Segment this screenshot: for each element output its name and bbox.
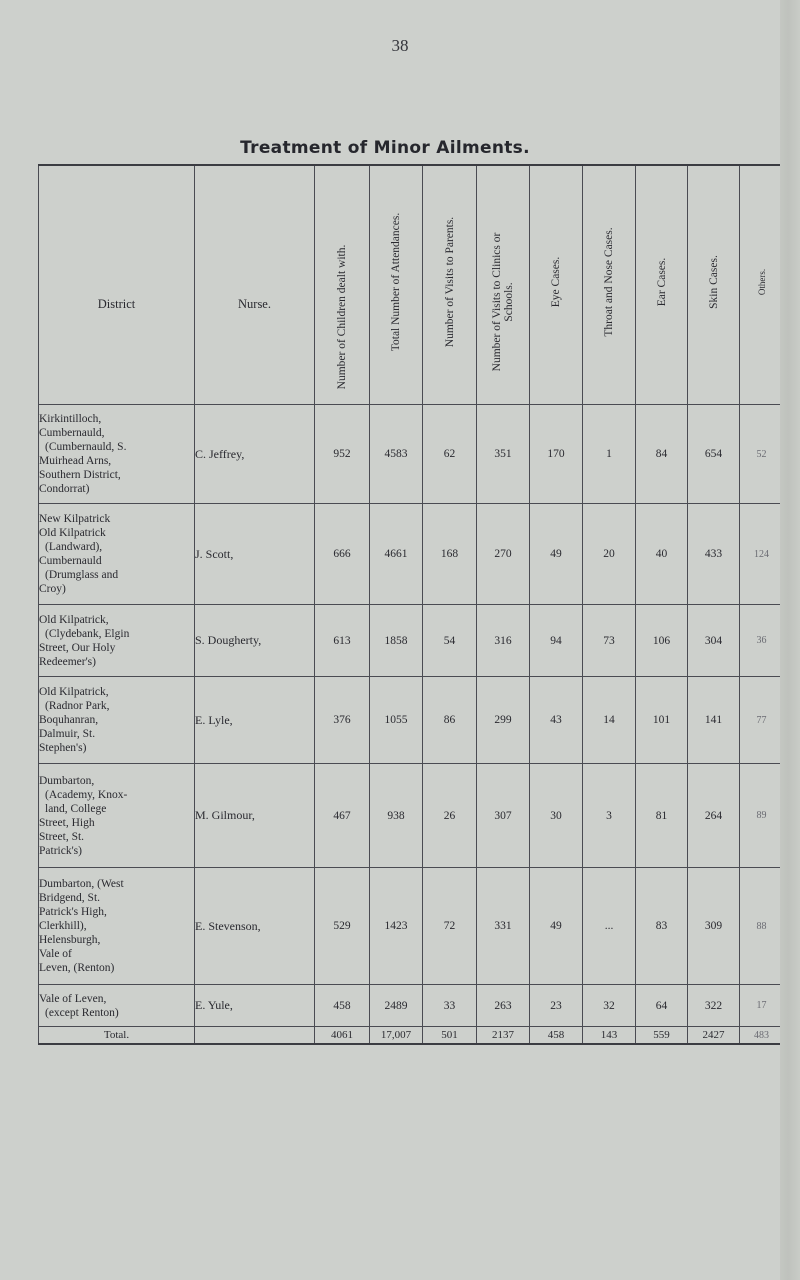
- col-header-district: District: [39, 165, 195, 405]
- district-line: (Clydebank, Elgin: [45, 627, 130, 640]
- eye-cell: 49: [530, 868, 583, 985]
- ear-cell: 83: [636, 868, 688, 985]
- others-cell: 36: [740, 605, 784, 677]
- district-cell: [39, 405, 195, 504]
- clinics-cell: 331: [477, 868, 530, 985]
- page-edge: [780, 0, 800, 1280]
- table-row: [39, 677, 784, 764]
- nurse-cell: E. Stevenson,: [195, 868, 315, 985]
- attendances-cell: 4661: [370, 504, 423, 605]
- eye-cell: 94: [530, 605, 583, 677]
- district-line: Vale of Leven,: [39, 992, 107, 1005]
- nurse-cell: E. Lyle,: [195, 677, 315, 764]
- district-line: Redeemer's): [39, 655, 96, 668]
- page-number: 38: [391, 36, 409, 55]
- throat-cell: 1: [583, 405, 636, 504]
- ear-cell: 101: [636, 677, 688, 764]
- district-line: New Kilpatrick: [39, 513, 111, 525]
- district-line: Dumbarton, (West: [39, 878, 124, 890]
- skin-cell: 141: [688, 677, 740, 764]
- ear-cell: 64: [636, 985, 688, 1027]
- children-cell: 613: [315, 605, 370, 677]
- district-line: (Drumglass and: [45, 569, 119, 581]
- clinics-cell: 307: [477, 764, 530, 868]
- total-others: 483: [740, 1027, 784, 1045]
- district-line: Old Kilpatrick,: [39, 686, 109, 698]
- district-line: (Radnor Park,: [45, 700, 110, 712]
- district-line: Boquhanran,: [39, 714, 99, 726]
- col-header-others: Others.: [740, 165, 784, 405]
- throat-cell: 73: [583, 605, 636, 677]
- table-row: [39, 868, 784, 985]
- col-header-children: Number of Children dealt with.: [315, 165, 370, 405]
- district-line: Helensburgh,: [39, 934, 101, 946]
- district-line: Leven, (Renton): [39, 962, 115, 974]
- district-cell: [39, 764, 195, 868]
- district-line: Southern District,: [39, 469, 121, 481]
- total-row: [39, 1027, 784, 1045]
- parents-cell: 54: [423, 605, 477, 677]
- clinics-cell: 299: [477, 677, 530, 764]
- total-parents: 501: [423, 1027, 477, 1045]
- total-ear: 559: [636, 1027, 688, 1045]
- district-line: land, College: [45, 802, 107, 815]
- eye-cell: 30: [530, 764, 583, 868]
- others-cell: 52: [740, 405, 784, 504]
- clinics-cell: 263: [477, 985, 530, 1027]
- district-line: Dumbarton,: [39, 774, 95, 787]
- skin-cell: 654: [688, 405, 740, 504]
- skin-cell: 309: [688, 868, 740, 985]
- children-cell: 952: [315, 405, 370, 504]
- children-cell: 529: [315, 868, 370, 985]
- eye-cell: 170: [530, 405, 583, 504]
- parents-cell: 26: [423, 764, 477, 868]
- district-line: Street, High: [39, 816, 95, 829]
- header-row: [39, 165, 784, 405]
- throat-cell: ...: [583, 868, 636, 985]
- total-children: 4061: [315, 1027, 370, 1045]
- eye-cell: 43: [530, 677, 583, 764]
- parents-cell: 72: [423, 868, 477, 985]
- others-cell: 89: [740, 764, 784, 868]
- district-line: Street, Our Holy: [39, 641, 116, 654]
- district-cell: [39, 868, 195, 985]
- nurse-cell: M. Gilmour,: [195, 764, 315, 868]
- ear-cell: 81: [636, 764, 688, 868]
- ear-cell: 84: [636, 405, 688, 504]
- skin-cell: 322: [688, 985, 740, 1027]
- attendances-cell: 1858: [370, 605, 423, 677]
- district-line: Condorrat): [39, 483, 90, 495]
- children-cell: 666: [315, 504, 370, 605]
- eye-cell: 49: [530, 504, 583, 605]
- district-line: (Cumbernauld, S.: [45, 441, 127, 453]
- district-line: Patrick's High,: [39, 906, 107, 918]
- district-line: Dalmuir, St.: [39, 728, 96, 740]
- district-line: Croy): [39, 583, 66, 595]
- district-line: Street, St.: [39, 830, 85, 843]
- others-cell: 88: [740, 868, 784, 985]
- ear-cell: 40: [636, 504, 688, 605]
- col-header-eye: Eye Cases.: [530, 165, 583, 405]
- parents-cell: 86: [423, 677, 477, 764]
- children-cell: 458: [315, 985, 370, 1027]
- nurse-cell: C. Jeffrey,: [195, 405, 315, 504]
- page-title: Treatment of Minor Ailments.: [240, 138, 530, 158]
- district-line: Cumbernauld: [39, 555, 102, 567]
- children-cell: 376: [315, 677, 370, 764]
- skin-cell: 304: [688, 605, 740, 677]
- district-cell: [39, 677, 195, 764]
- district-line: Cumbernauld,: [39, 427, 105, 439]
- district-line: Old Kilpatrick,: [39, 613, 109, 626]
- total-label: Total.: [39, 1027, 195, 1045]
- throat-cell: 32: [583, 985, 636, 1027]
- attendances-cell: 2489: [370, 985, 423, 1027]
- clinics-cell: 351: [477, 405, 530, 504]
- attendances-cell: 938: [370, 764, 423, 868]
- total-throat: 143: [583, 1027, 636, 1045]
- nurse-cell: J. Scott,: [195, 504, 315, 605]
- nurse-cell: E. Yule,: [195, 985, 315, 1027]
- throat-cell: 14: [583, 677, 636, 764]
- district-line: Bridgend, St.: [39, 892, 101, 904]
- skin-cell: 264: [688, 764, 740, 868]
- district-cell: [39, 605, 195, 677]
- total-skin: 2427: [688, 1027, 740, 1045]
- total-attendances: 17,007: [370, 1027, 423, 1045]
- col-header-nurse: Nurse.: [195, 165, 315, 405]
- table-row: [39, 985, 784, 1027]
- district-line: Muirhead Arns,: [39, 455, 112, 467]
- attendances-cell: 1423: [370, 868, 423, 985]
- parents-cell: 33: [423, 985, 477, 1027]
- total-nurse-blank: [195, 1027, 315, 1045]
- total-clinics: 2137: [477, 1027, 530, 1045]
- ear-cell: 106: [636, 605, 688, 677]
- parents-cell: 62: [423, 405, 477, 504]
- others-cell: 124: [740, 504, 784, 605]
- col-header-attendances: Total Number of Attendances.: [370, 165, 423, 405]
- skin-cell: 433: [688, 504, 740, 605]
- table-row: [39, 605, 784, 677]
- col-header-ear: Ear Cases.: [636, 165, 688, 405]
- district-line: (Academy, Knox-: [45, 788, 128, 801]
- throat-cell: 20: [583, 504, 636, 605]
- district-line: Patrick's): [39, 844, 82, 857]
- attendances-cell: 1055: [370, 677, 423, 764]
- col-header-throat: Throat and Nose Cases.: [583, 165, 636, 405]
- district-cell: [39, 504, 195, 605]
- district-cell: [39, 985, 195, 1027]
- table-row: [39, 504, 784, 605]
- children-cell: 467: [315, 764, 370, 868]
- district-line: (except Renton): [45, 1006, 119, 1019]
- clinics-cell: 270: [477, 504, 530, 605]
- district-line: Old Kilpatrick: [39, 527, 106, 539]
- nurse-cell: S. Dougherty,: [195, 605, 315, 677]
- col-header-parents: Number of Visits to Parents.: [423, 165, 477, 405]
- district-line: Vale of: [39, 948, 72, 960]
- eye-cell: 23: [530, 985, 583, 1027]
- clinics-cell: 316: [477, 605, 530, 677]
- table-row: [39, 405, 784, 504]
- district-line: (Landward),: [45, 541, 103, 553]
- district-line: Stephen's): [39, 742, 87, 754]
- parents-cell: 168: [423, 504, 477, 605]
- minor-ailments-table: [38, 164, 784, 1045]
- throat-cell: 3: [583, 764, 636, 868]
- total-eye: 458: [530, 1027, 583, 1045]
- others-cell: 17: [740, 985, 784, 1027]
- col-header-skin: Skin Cases.: [688, 165, 740, 405]
- table-row: [39, 764, 784, 868]
- col-header-clinics: Number of Visits to Clinics or Schools.: [477, 165, 530, 405]
- others-cell: 77: [740, 677, 784, 764]
- district-line: Clerkhill),: [39, 920, 87, 932]
- attendances-cell: 4583: [370, 405, 423, 504]
- district-line: Kirkintilloch,: [39, 413, 102, 425]
